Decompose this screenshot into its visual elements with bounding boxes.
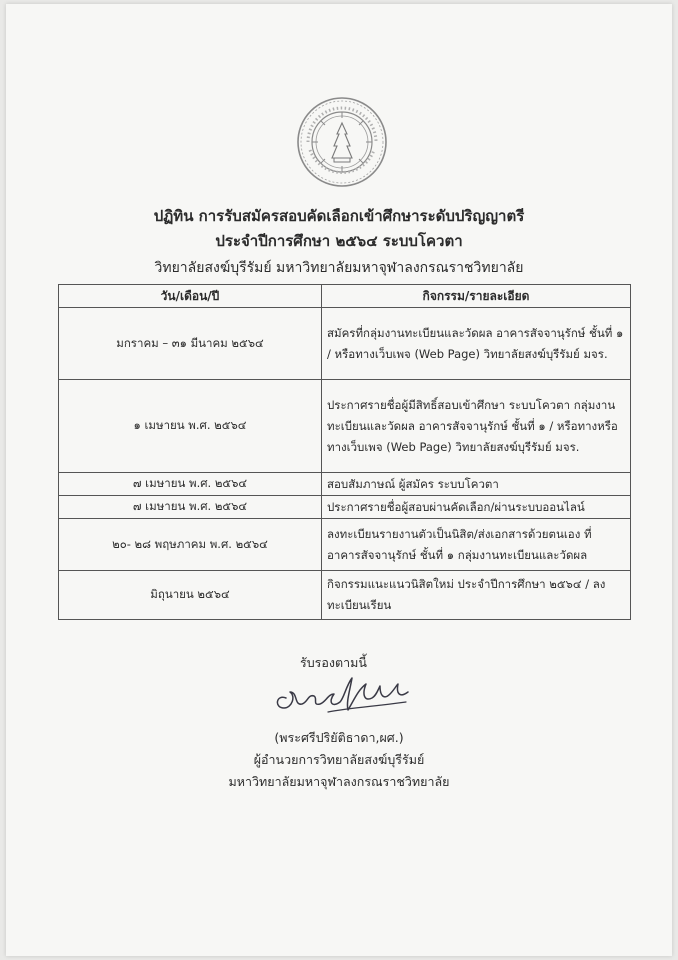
activity-cell: สมัครที่กลุ่มงานทะเบียนและวัดผล อาคารสัจจานุรักษ์ ชั้นที่ ๑ / หรือทางเว็บเพจ (Web Page) วิทยาลัยสงฆ์บุรีรัมย์ มจร. xyxy=(322,308,631,380)
table-row xyxy=(59,473,631,496)
signature-icon xyxy=(268,672,418,720)
document-title: ปฏิทิน การรับสมัครสอบคัดเลือกเข้าศึกษาระดับปริญญาตรี xyxy=(153,207,525,225)
column-header-activity: กิจกรรม/รายละเอียด xyxy=(322,285,631,308)
table-header-row xyxy=(59,285,631,308)
signatory-organization: มหาวิทยาลัยมหาจุฬาลงกรณราชวิทยาลัย xyxy=(228,774,450,789)
activity-cell: ลงทะเบียนรายงานตัวเป็นนิสิต/ส่งเอกสารด้วยตนเอง ที่อาคารสัจจานุรักษ์ ชั้นที่ ๑ กลุ่มงานทะเบียนและวัดผล xyxy=(322,519,631,571)
activity-cell: ประกาศรายชื่อผู้มีสิทธิ์สอบเข้าศึกษา ระบบโควตา กลุ่มงานทะเบียนและวัดผล อาคารสัจจานุรักษ์ ชั้นที่ ๑ / หรือทางหรือทางเว็บเพจ (Web Page) วิทยาลัยสงฆ์บุรีรัมย์ มจร. xyxy=(322,380,631,473)
table-row xyxy=(59,308,631,380)
date-cell: มกราคม – ๓๑ มีนาคม ๒๕๖๔ xyxy=(59,308,322,380)
date-cell: มิถุนายน ๒๕๖๔ xyxy=(59,571,322,620)
signatory-name: (พระศรีปริยัติธาดา,ผศ.) xyxy=(274,730,404,745)
column-header-date: วัน/เดือน/ปี xyxy=(59,285,322,308)
activity-cell: กิจกรรมแนะแนวนิสิตใหม่ ประจำปีการศึกษา ๒๕๖๔ / ลงทะเบียนเรียน xyxy=(322,571,631,620)
table-row xyxy=(59,519,631,571)
table-row xyxy=(59,496,631,519)
table-row xyxy=(59,380,631,473)
institution-name: วิทยาลัยสงฆ์บุรีรัมย์ มหาวิทยาลัยมหาจุฬาลงกรณราชวิทยาลัย xyxy=(154,260,524,276)
signatory-position: ผู้อำนวยการวิทยาลัยสงฆ์บุรีรัมย์ xyxy=(253,752,425,767)
schedule-table xyxy=(58,284,631,620)
activity-cell: สอบสัมภาษณ์ ผู้สมัคร ระบบโควตา xyxy=(322,473,631,496)
university-seal-icon xyxy=(296,96,388,188)
activity-cell: ประกาศรายชื่อผู้สอบผ่านคัดเลือก/ผ่านระบบออนไลน์ xyxy=(322,496,631,519)
date-cell: ๗ เมษายน พ.ศ. ๒๕๖๔ xyxy=(59,496,322,519)
document-subtitle: ประจำปีการศึกษา ๒๕๖๔ ระบบโควตา xyxy=(215,232,463,250)
date-cell: ๗ เมษายน พ.ศ. ๒๕๖๔ xyxy=(59,473,322,496)
date-cell: ๒๐- ๒๘ พฤษภาคม พ.ศ. ๒๕๖๔ xyxy=(59,519,322,571)
certification-label: รับรองตามนี้ xyxy=(300,655,367,670)
date-cell: ๑ เมษายน พ.ศ. ๒๕๖๔ xyxy=(59,380,322,473)
table-row xyxy=(59,571,631,620)
